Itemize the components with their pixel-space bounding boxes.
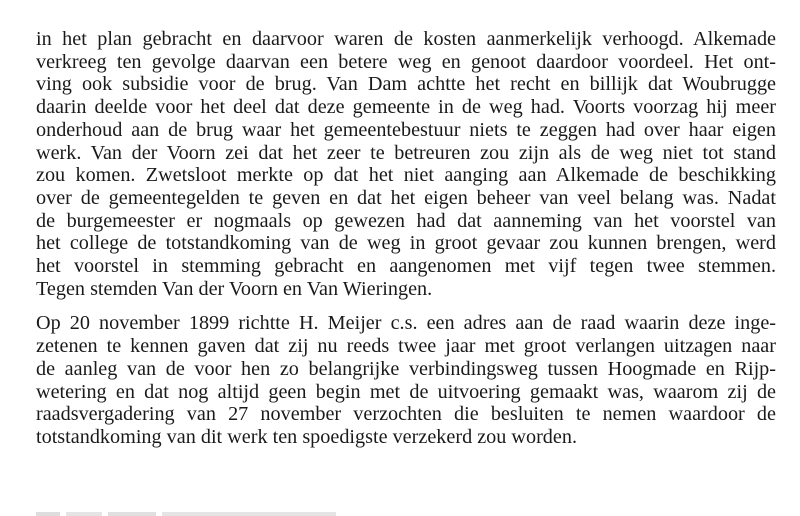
text-line: over de gemeentegelden te geven en dat het eigen beheer van veel belang was. Nadat bbox=[36, 186, 776, 209]
text-line: de aanleg van de voor hen zo belangrijke verbindingsweg tussen Hoogmade en Rijp- bbox=[36, 357, 776, 380]
document-page bbox=[36, 28, 776, 449]
cut-off-text-line bbox=[36, 506, 336, 516]
text-line: daarin deelde voor het deel dat deze gemeente in de weg had. Voorts voorzag hij meer bbox=[36, 96, 776, 119]
text-line: raadsvergadering van 27 november verzochten die besluiten te nemen waardoor de bbox=[36, 403, 776, 426]
text-line: zou komen. Zwetsloot merkte op dat het niet aanging aan Alkemade de beschikking bbox=[36, 164, 776, 187]
text-line: in het plan gebracht en daarvoor waren de kosten aanmerkelijk verhoogd. Alkemade bbox=[36, 28, 776, 50]
text-line: ving ook subsidie voor de brug. Van Dam achtte het recht en billijk dat Woubrugge bbox=[36, 73, 776, 96]
text-line: het college de totstandkoming van de weg in groot gevaar zou kunnen brengen, werd bbox=[36, 232, 776, 255]
text-line: wetering en dat nog altijd geen begin met de uitvoering gemaakt was, waarom zij de bbox=[36, 380, 776, 403]
paragraph-2 bbox=[36, 312, 776, 448]
text-line: onderhoud aan de brug waar het gemeentebestuur niets te zeggen had over haar eigen bbox=[36, 118, 776, 141]
text-line: zetenen te kennen gaven dat zij nu reeds twee jaar met groot verlangen uitzagen naar bbox=[36, 335, 776, 358]
text-line: Op 20 november 1899 richtte H. Meijer c.s. een adres aan de raad waarin deze inge- bbox=[36, 312, 776, 335]
text-line: verkreeg ten gevolge daarvan een betere weg en genoot daardoor voordeel. Het ont- bbox=[36, 50, 776, 73]
text-line: de burgemeester er nogmaals op gewezen had dat aanneming van het voorstel van bbox=[36, 209, 776, 232]
paragraph-1 bbox=[36, 28, 776, 300]
text-line: het voorstel in stemming gebracht en aangenomen met vijf tegen twee stemmen. bbox=[36, 255, 776, 278]
text-line: totstandkoming van dit werk ten spoedigste verzekerd zou worden. bbox=[36, 425, 577, 448]
text-line: Tegen stemden Van der Voorn en Van Wieringen. bbox=[36, 277, 433, 300]
text-line: werk. Van der Voorn zei dat het zeer te betreuren zou zijn als de weg niet tot stand bbox=[36, 141, 776, 164]
